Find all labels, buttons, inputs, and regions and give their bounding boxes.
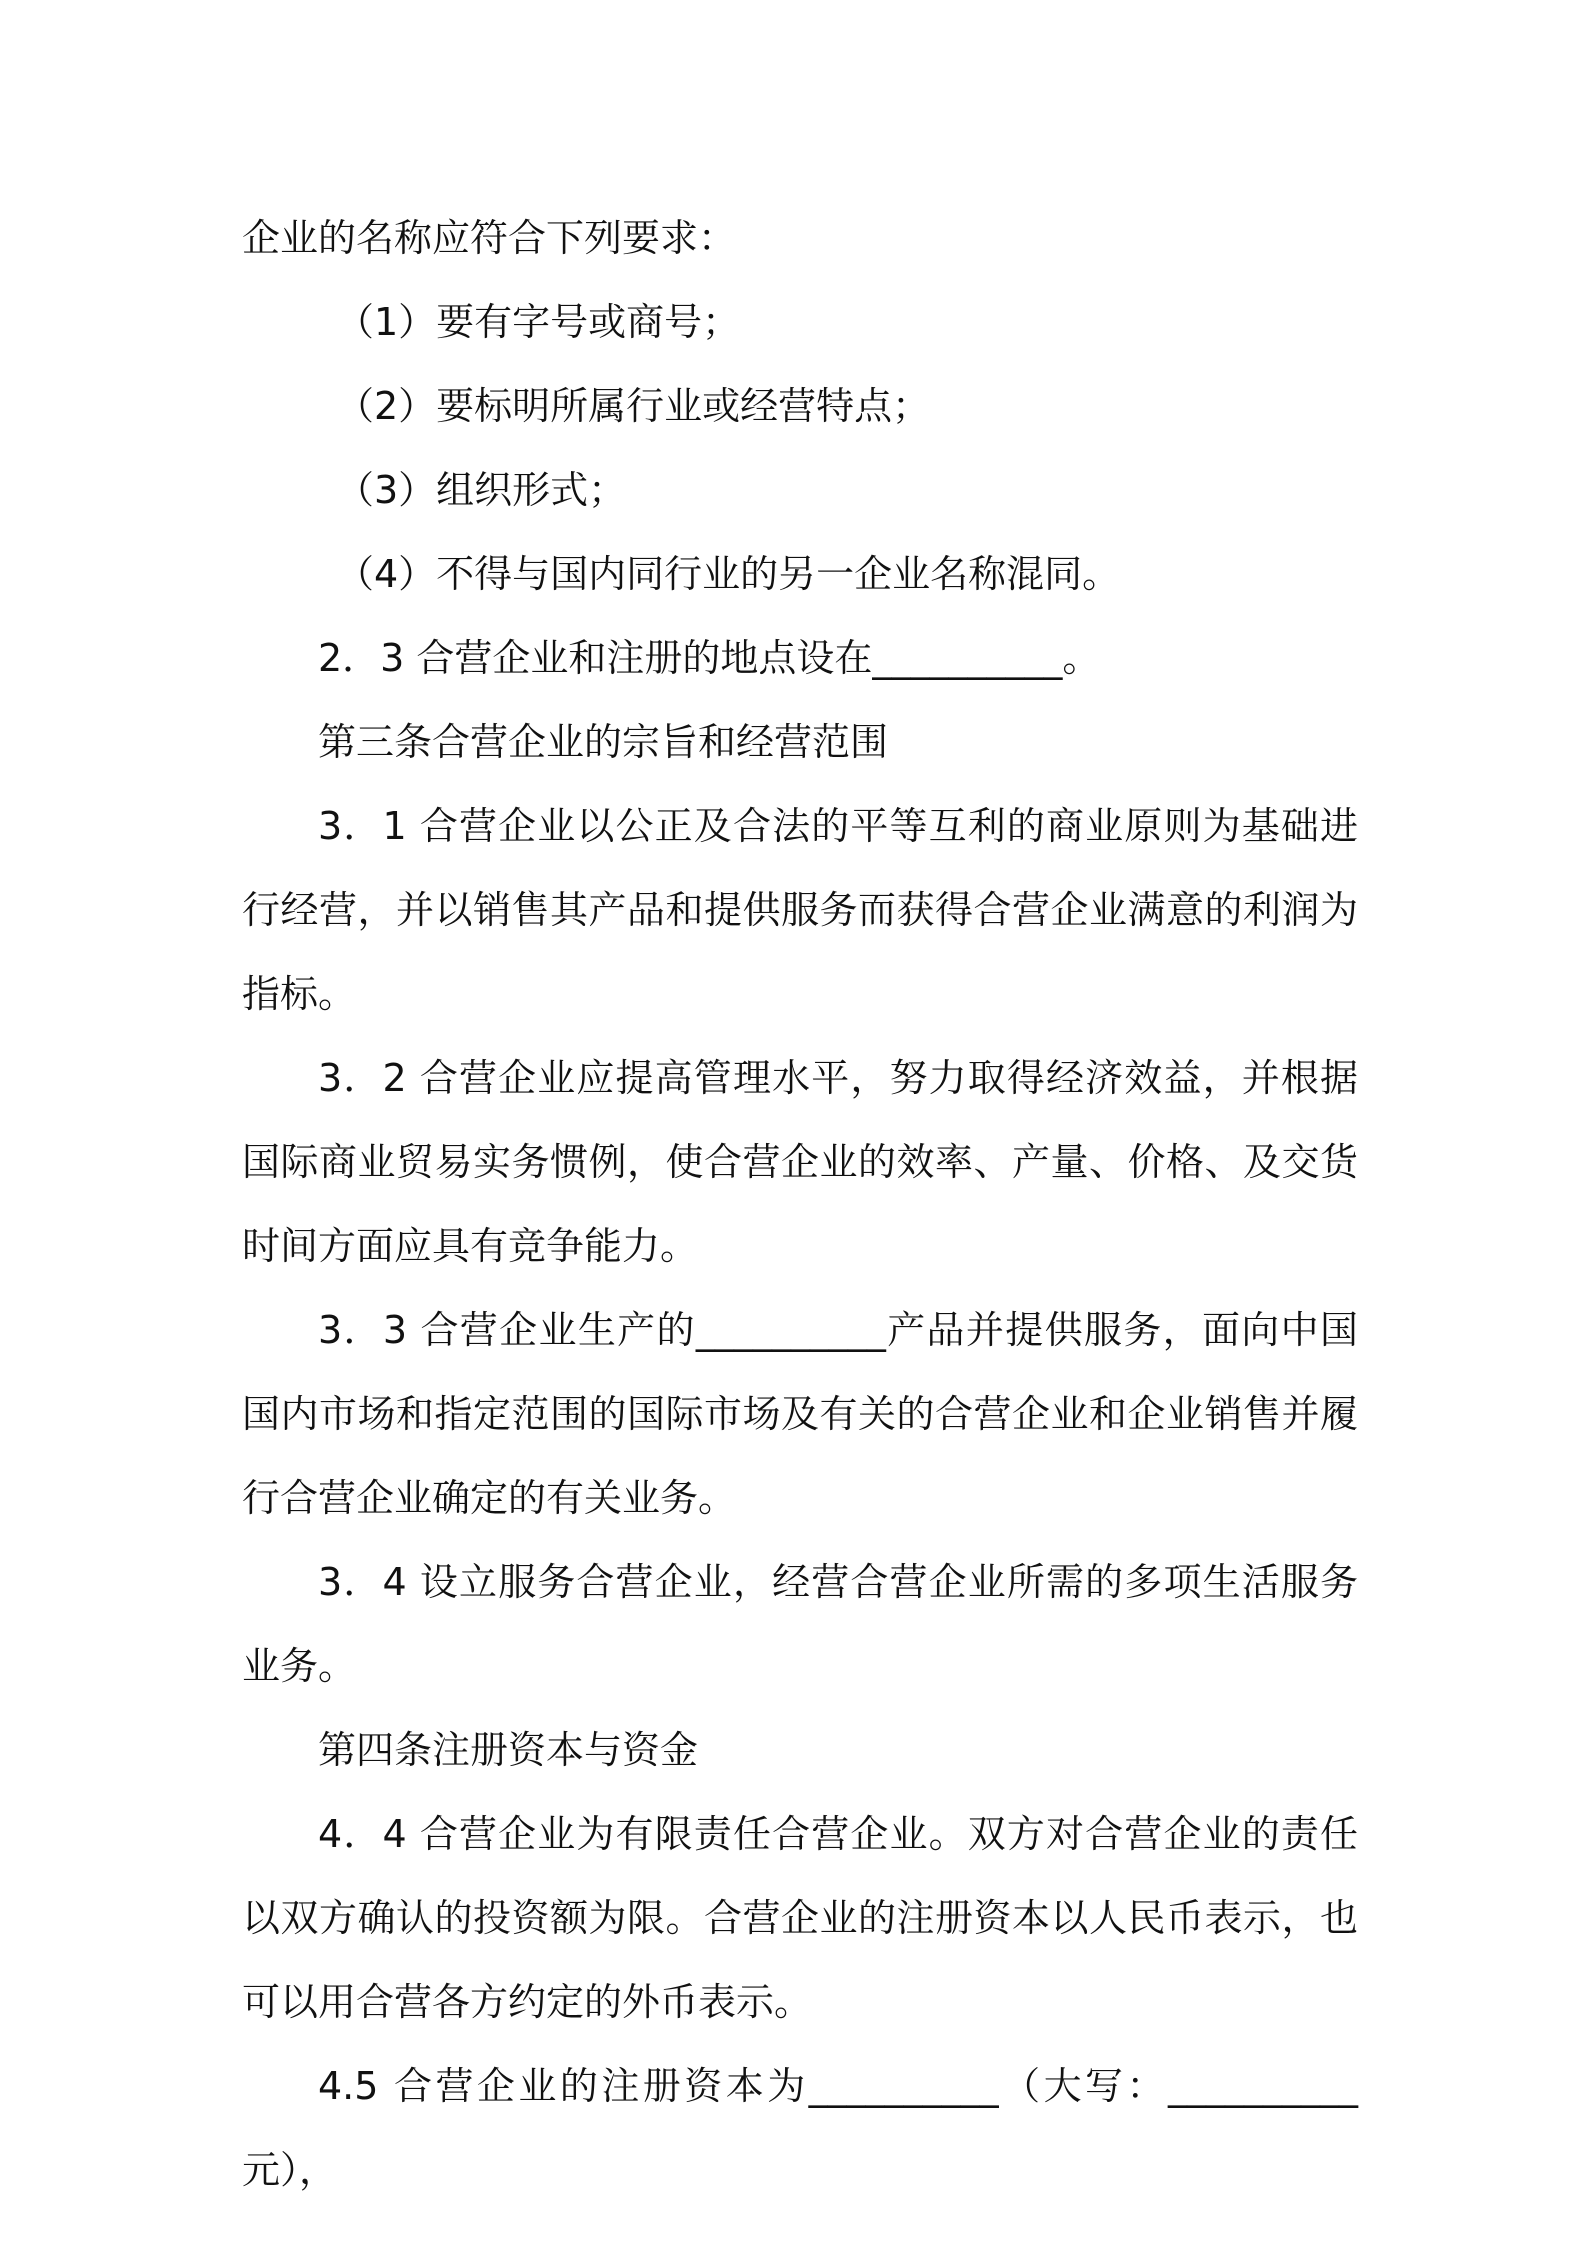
clause-3-2: 3．2 合营企业应提高管理水平，努力取得经济效益，并根据国际商业贸易实务惯例，使合营企业的效率、产量、价格、及交货时间方面应具有竞争能力。 — [242, 1056, 1358, 1268]
list-item-organization-form: （3）组织形式； — [336, 468, 627, 512]
list-item-industry: （2）要标明所属行业或经营特点； — [336, 384, 931, 428]
list-item-trade-name: （1）要有字号或商号； — [336, 300, 741, 344]
clause-4-5: 4.5 合营企业的注册资本为__________（大写：__________元）， — [242, 2064, 1358, 2192]
clause-3-1: 3．1 合营企业以公正及合法的平等互利的商业原则为基础进行经营，并以销售其产品和提供服务而获得合营企业满意的利润为指标。 — [242, 804, 1358, 1016]
clause-3-4: 3．4 设立服务合营企业，经营合营企业所需的多项生活服务业务。 — [242, 1560, 1358, 1688]
clause-3-3: 3．3 合营企业生产的__________产品并提供服务，面向中国国内市场和指定范围的国际市场及有关的合营企业和企业销售并履行合营企业确定的有关业务。 — [242, 1308, 1358, 1520]
section-heading-article-3: 第三条合营企业的宗旨和经营范围 — [318, 720, 889, 764]
clause-4-4: 4．4 合营企业为有限责任合营企业。双方对合营企业的责任以双方确认的投资额为限。合营企业的注册资本以人民币表示，也可以用合营各方约定的外币表示。 — [242, 1812, 1358, 2024]
clause-2-3: 2．3 合营企业和注册的地点设在__________。 — [318, 636, 1101, 680]
document-body — [242, 196, 1358, 2212]
list-item-no-confusion: （4）不得与国内同行业的另一企业名称混同。 — [336, 552, 1121, 596]
section-heading-article-4: 第四条注册资本与资金 — [318, 1728, 699, 1772]
paragraph-name-requirements: 企业的名称应符合下列要求： — [242, 216, 737, 260]
